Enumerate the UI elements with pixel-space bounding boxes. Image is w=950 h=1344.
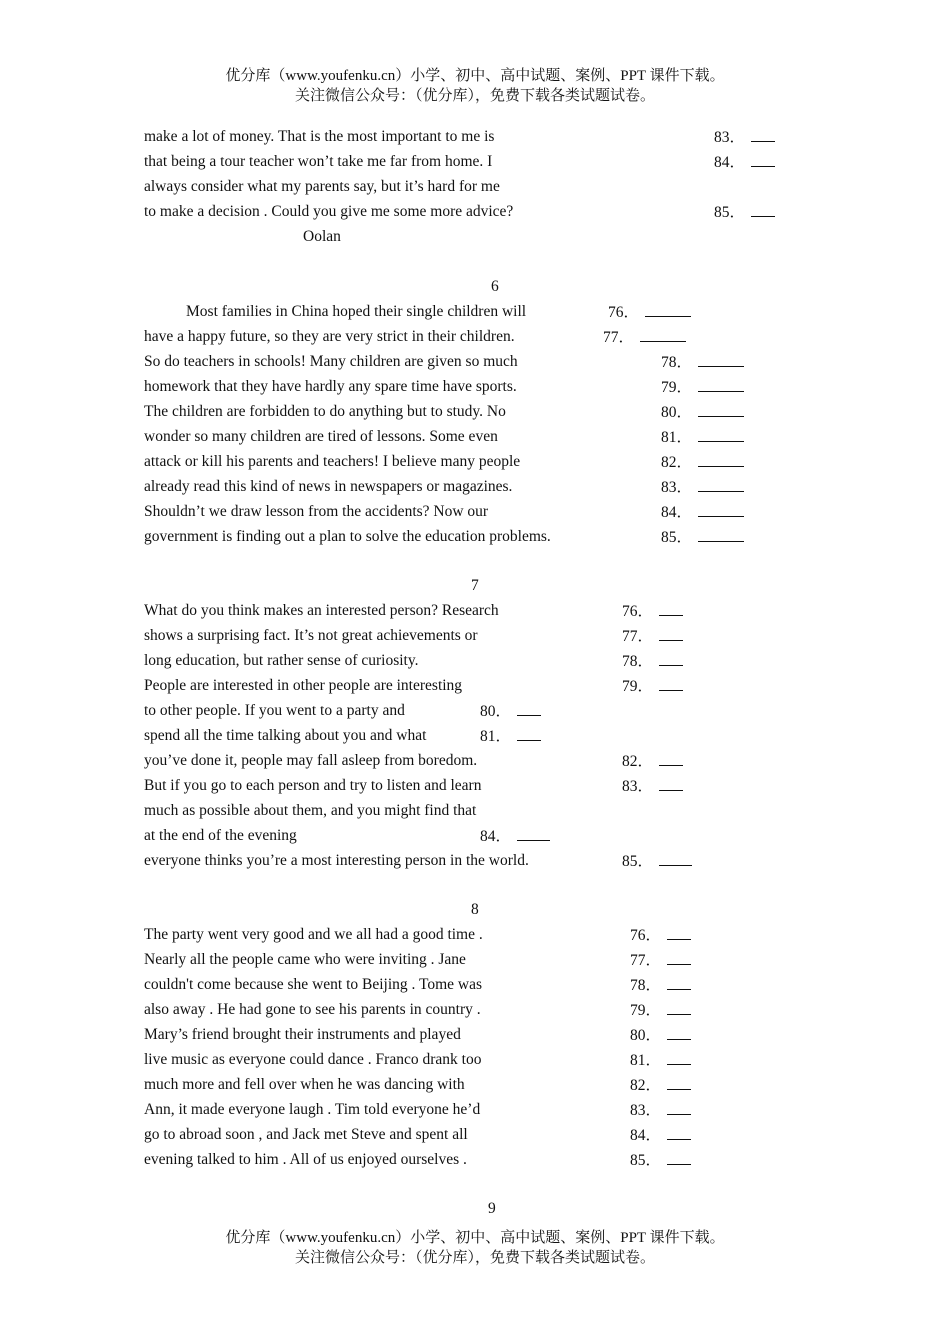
answer-number: 82． (661, 454, 693, 471)
answer-number: 77． (603, 329, 635, 346)
page-footer-line-2: 关注微信公众号：（优分库），免费下载各类试题试卷。 (294, 1250, 655, 1266)
answer-slot[interactable] (622, 601, 683, 622)
s6-line: The children are forbidden to do anything but to study. No (144, 403, 506, 420)
answer-blank[interactable] (667, 1125, 691, 1140)
answer-blank[interactable] (698, 377, 744, 392)
answer-slot[interactable] (608, 302, 691, 323)
answer-slot[interactable] (622, 626, 683, 647)
s8-line: Mary’s friend brought their instruments and played (144, 1026, 461, 1043)
answer-number: 80． (480, 703, 512, 720)
answer-number: 84． (480, 828, 512, 845)
s8-line: Nearly all the people came who were inviting . Jane (144, 951, 466, 968)
answer-blank[interactable] (667, 1000, 691, 1015)
answer-number: 76． (630, 927, 662, 944)
answer-blank[interactable] (659, 651, 683, 666)
s7-line: everyone thinks you’re a most interesting person in the world. (144, 852, 529, 869)
s5-line: always consider what my parents say, but it’s hard for me (144, 178, 500, 195)
answer-slot[interactable] (630, 925, 691, 946)
answer-slot[interactable] (480, 701, 541, 722)
s8-line: live music as everyone could dance . Franco drank too (144, 1051, 482, 1068)
answer-slot[interactable] (630, 1075, 691, 1096)
answer-slot[interactable] (480, 726, 541, 747)
answer-number: 84． (661, 504, 693, 521)
section-6-title: 6 (491, 278, 499, 295)
s8-line: go to abroad soon , and Jack met Steve and spent all (144, 1126, 468, 1143)
answer-slot[interactable] (622, 676, 683, 697)
answer-number: 79． (622, 678, 654, 695)
answer-blank[interactable] (667, 1025, 691, 1040)
answer-number: 85． (714, 204, 746, 221)
answer-blank[interactable] (698, 352, 744, 367)
answer-blank[interactable] (751, 127, 775, 142)
answer-number: 81． (661, 429, 693, 446)
s6-line: Most families in China hoped their single children will (186, 303, 527, 320)
answer-slot[interactable] (661, 502, 744, 523)
answer-blank[interactable] (659, 601, 683, 616)
page-header-line-2: 关注微信公众号：（优分库），免费下载各类试题试卷。 (294, 88, 655, 104)
answer-number: 85． (622, 853, 654, 870)
s7-line: at the end of the evening (144, 827, 297, 844)
s6-line: homework that they have hardly any spare time have sports. (144, 378, 517, 395)
answer-blank[interactable] (659, 776, 683, 791)
s7-line: spend all the time talking about you and what (144, 727, 427, 744)
s7-line: long education, but rather sense of curiosity. (144, 652, 419, 669)
answer-slot[interactable] (622, 751, 683, 772)
answer-number: 83． (714, 129, 746, 146)
answer-blank[interactable] (517, 701, 541, 716)
answer-blank[interactable] (698, 477, 744, 492)
s7-line: But if you go to each person and try to listen and learn (144, 777, 482, 794)
answer-blank[interactable] (667, 950, 691, 965)
answer-blank[interactable] (698, 427, 744, 442)
answer-blank[interactable] (751, 152, 775, 167)
answer-blank[interactable] (667, 925, 691, 940)
answer-number: 80． (661, 404, 693, 421)
answer-slot[interactable] (630, 1150, 691, 1171)
page-footer-line-1: 优分库（www.youfenku.cn）小学、初中、高中试题、案例、PPT 课件下载。 (225, 1230, 725, 1246)
answer-number: 78． (630, 977, 662, 994)
answer-blank[interactable] (659, 676, 683, 691)
s7-line: much as possible about them, and you might find that (144, 802, 477, 819)
answer-blank[interactable] (659, 626, 683, 641)
s6-line: already read this kind of news in newspapers or magazines. (144, 478, 513, 495)
answer-number: 76． (608, 304, 640, 321)
page-header-line-1: 优分库（www.youfenku.cn）小学、初中、高中试题、案例、PPT 课件下载。 (225, 68, 725, 84)
s8-line: couldn't come because she went to Beijing . Tome was (144, 976, 483, 993)
s8-line: evening talked to him . All of us enjoyed ourselves . (144, 1151, 467, 1168)
answer-slot[interactable] (630, 1125, 691, 1146)
s7-line: you’ve done it, people may fall asleep from boredom. (144, 752, 478, 769)
answer-slot[interactable] (661, 477, 744, 498)
section-7-title: 7 (471, 577, 479, 594)
s8-line: also away . He had gone to see his parents in country . (144, 1001, 481, 1018)
answer-slot[interactable] (622, 651, 683, 672)
answer-number: 83． (661, 479, 693, 496)
answer-slot[interactable] (714, 202, 775, 223)
answer-blank[interactable] (667, 1100, 691, 1115)
answer-slot[interactable] (661, 377, 744, 398)
answer-blank[interactable] (698, 502, 744, 517)
s6-line: Shouldn’t we draw lesson from the accidents? Now our (144, 503, 489, 520)
s5-line: make a lot of money. That is the most important to me is (144, 128, 495, 145)
answer-number: 83． (630, 1102, 662, 1119)
answer-slot[interactable] (480, 826, 550, 847)
answer-number: 84． (630, 1127, 662, 1144)
answer-slot[interactable] (714, 152, 775, 173)
answer-number: 81． (630, 1052, 662, 1069)
answer-slot[interactable] (661, 527, 744, 548)
s5-signature: Oolan (303, 228, 341, 245)
answer-blank[interactable] (645, 302, 691, 317)
answer-blank[interactable] (667, 1075, 691, 1090)
answer-slot[interactable] (630, 1050, 691, 1071)
answer-number: 82． (630, 1077, 662, 1094)
answer-blank[interactable] (667, 975, 691, 990)
answer-blank[interactable] (517, 726, 541, 741)
s6-line: have a happy future, so they are very strict in their children. (144, 328, 515, 345)
answer-blank[interactable] (667, 1150, 691, 1165)
answer-blank[interactable] (698, 402, 744, 417)
s7-line: to other people. If you went to a party and (144, 702, 405, 719)
answer-slot[interactable] (630, 1025, 691, 1046)
answer-number: 79． (661, 379, 693, 396)
answer-blank[interactable] (659, 751, 683, 766)
s6-line: wonder so many children are tired of lessons. Some even (144, 428, 498, 445)
answer-slot[interactable] (622, 851, 692, 872)
s8-line: The party went very good and we all had a good time . (144, 926, 483, 943)
section-9-title: 9 (488, 1200, 496, 1217)
answer-blank[interactable] (640, 327, 686, 342)
answer-blank[interactable] (698, 527, 744, 542)
answer-number: 76． (622, 603, 654, 620)
answer-number: 85． (661, 529, 693, 546)
answer-number: 78． (622, 653, 654, 670)
s7-line: People are interested in other people are interesting (144, 677, 463, 694)
answer-blank[interactable] (698, 452, 744, 467)
answer-blank[interactable] (667, 1050, 691, 1065)
s7-line: shows a surprising fact. It’s not great achievements or (144, 627, 478, 644)
answer-slot[interactable] (661, 402, 744, 423)
answer-slot[interactable] (630, 1000, 691, 1021)
s5-line: that being a tour teacher won’t take me far from home. I (144, 153, 493, 170)
s7-line: What do you think makes an interested person? Research (144, 602, 499, 619)
s6-line: government is finding out a plan to solve the education problems. (144, 528, 551, 545)
answer-number: 77． (630, 952, 662, 969)
answer-blank[interactable] (517, 826, 550, 841)
answer-slot[interactable] (630, 950, 691, 971)
answer-slot[interactable] (622, 776, 683, 797)
answer-slot[interactable] (603, 327, 686, 348)
answer-blank[interactable] (751, 202, 775, 217)
answer-slot[interactable] (661, 452, 744, 473)
section-8-title: 8 (471, 901, 479, 918)
answer-slot[interactable] (661, 427, 744, 448)
answer-number: 78． (661, 354, 693, 371)
s8-line: Ann, it made everyone laugh . Tim told everyone he’d (144, 1101, 481, 1118)
answer-slot[interactable] (630, 1100, 691, 1121)
answer-slot[interactable] (661, 352, 744, 373)
answer-number: 77． (622, 628, 654, 645)
answer-number: 79． (630, 1002, 662, 1019)
s8-line: much more and fell over when he was dancing with (144, 1076, 465, 1093)
answer-number: 81． (480, 728, 512, 745)
answer-slot[interactable] (630, 975, 691, 996)
s5-line: to make a decision . Could you give me some more advice? (144, 203, 514, 220)
answer-number: 84． (714, 154, 746, 171)
answer-number: 83． (622, 778, 654, 795)
answer-number: 85． (630, 1152, 662, 1169)
answer-number: 80． (630, 1027, 662, 1044)
s6-line: attack or kill his parents and teachers! I believe many people (144, 453, 521, 470)
s6-line: So do teachers in schools! Many children are given so much (144, 353, 518, 370)
answer-number: 82． (622, 753, 654, 770)
answer-slot[interactable] (714, 127, 775, 148)
answer-blank[interactable] (659, 851, 692, 866)
